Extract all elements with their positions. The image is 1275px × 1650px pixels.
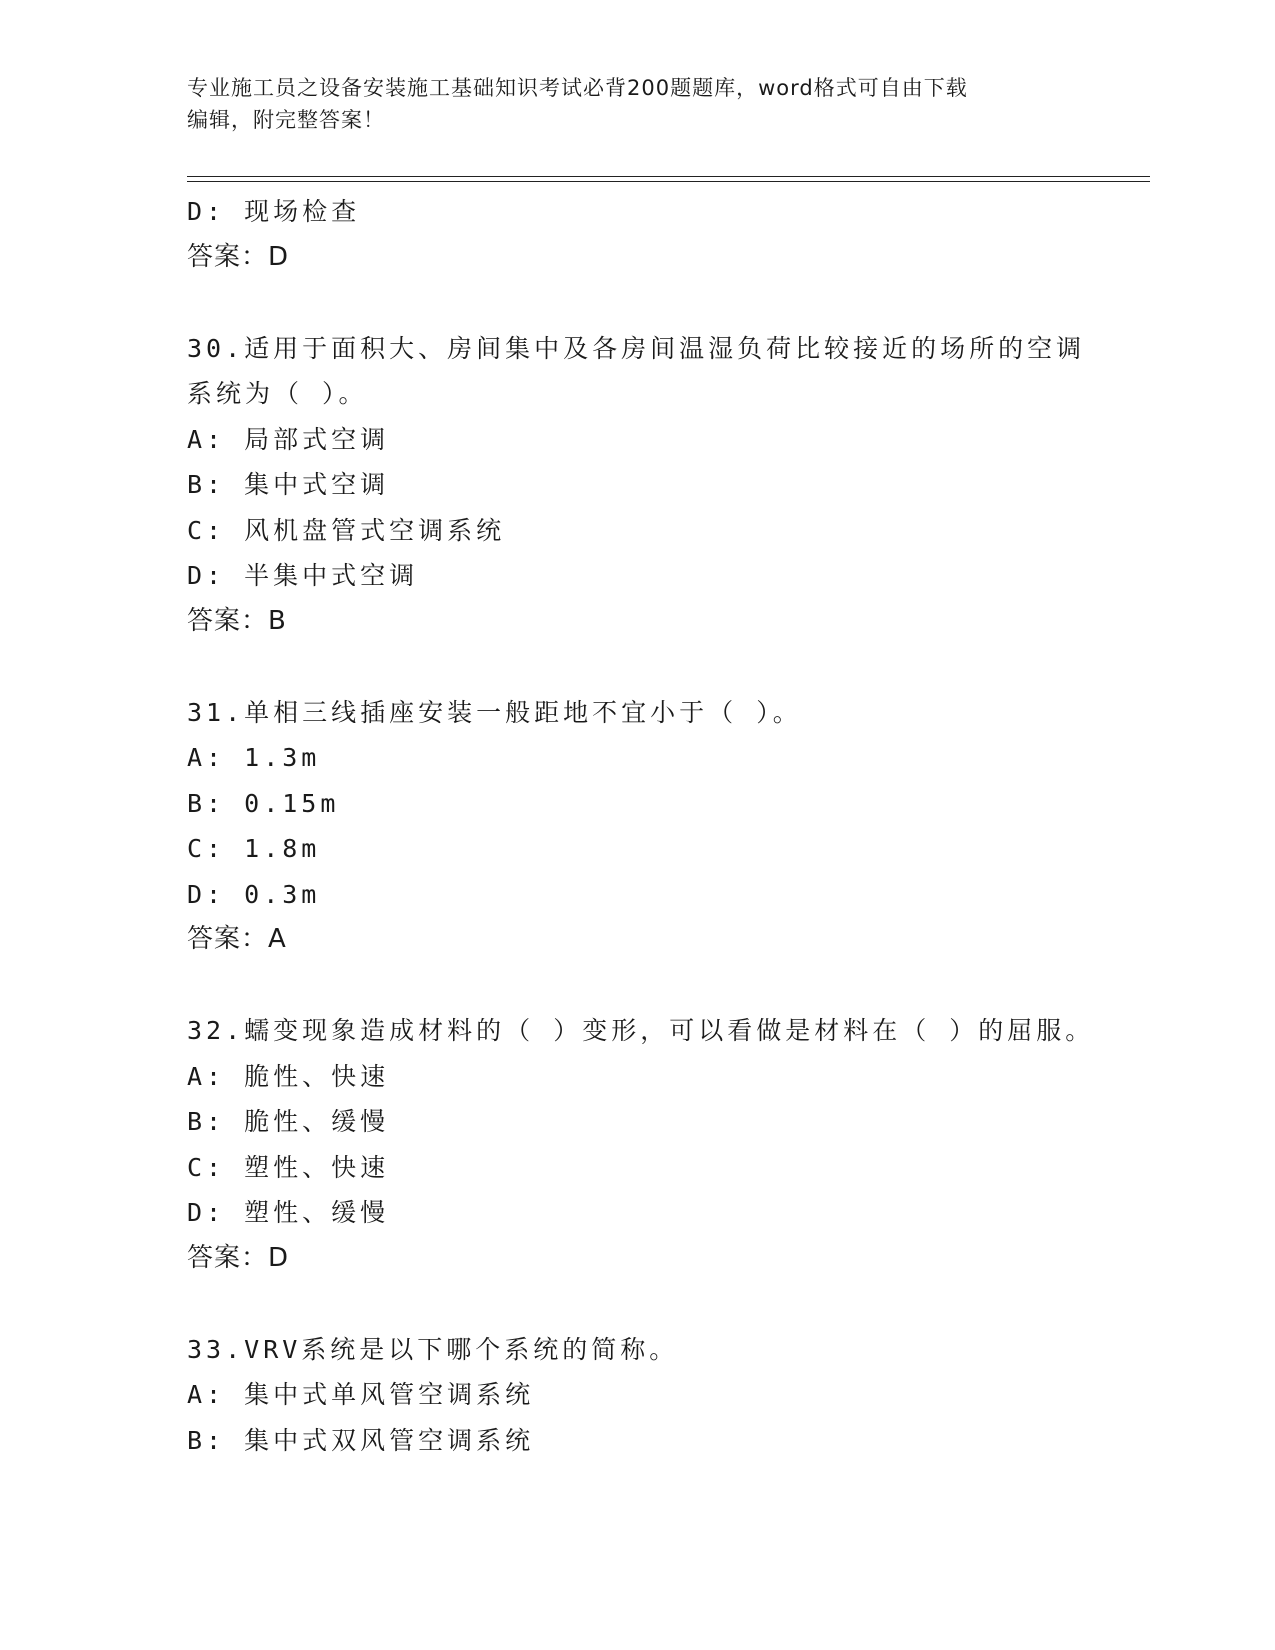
option-b: B: 脆性、缓慢 [187, 1107, 390, 1136]
header-title-line-2: 编辑，附完整答案！ [187, 108, 385, 132]
question-stem: 30.适用于面积大、房间集中及各房间温湿负荷比较接近的场所的空调 [187, 333, 1086, 363]
option-b: B: 0.15m [187, 788, 340, 818]
spacer [187, 1281, 1147, 1327]
document-header [187, 72, 1067, 136]
question-29-tail [187, 189, 1147, 280]
spacer [187, 644, 1147, 690]
header-divider-bottom [187, 181, 1150, 182]
question-stem: 32.蠕变现象造成材料的（ ）变形，可以看做是材料在（ ）的屈服。 [187, 1016, 1095, 1045]
option-a: A: 集中式单风管空调系统 [187, 1380, 535, 1409]
option-c: C: 1.8m [187, 834, 321, 863]
question-33 [187, 1327, 1147, 1464]
question-stem: 31.单相三线插座安装一般距地不宜小于（ ）。 [187, 697, 802, 727]
question-stem: 33.VRV系统是以下哪个系统的简称。 [187, 1334, 679, 1364]
answer-line: 答案：D [187, 1242, 290, 1273]
option-d: D: 塑性、缓慢 [187, 1198, 390, 1227]
answer-line: 答案：A [187, 924, 287, 954]
spacer [187, 280, 1147, 326]
question-stem-cont: 系统为（ ）。 [187, 379, 368, 408]
question-31 [187, 690, 1147, 963]
option-c: C: 塑性、快速 [187, 1152, 390, 1182]
header-title-line-1: 专业施工员之设备安装施工基础知识考试必背200题题库，word格式可自由下载 [187, 76, 968, 100]
option-a: A: 脆性、快速 [187, 1061, 390, 1091]
option-d: D: 0.3m [187, 879, 321, 909]
option-a: A: 局部式空调 [187, 424, 390, 454]
option-c: C: 风机盘管式空调系统 [187, 515, 506, 545]
option-d: D: 现场检查 [187, 197, 361, 226]
question-list [187, 189, 1147, 1463]
header-divider-top [187, 176, 1150, 177]
option-d: D: 半集中式空调 [187, 561, 419, 590]
spacer [187, 963, 1147, 1009]
option-a: A: 1.3m [187, 743, 321, 772]
question-30 [187, 326, 1147, 645]
answer-line: 答案：B [187, 605, 287, 636]
option-b: B: 集中式双风管空调系统 [187, 1425, 535, 1455]
answer-line: 答案：D [187, 241, 290, 272]
option-b: B: 集中式空调 [187, 470, 390, 499]
question-32 [187, 1008, 1147, 1281]
